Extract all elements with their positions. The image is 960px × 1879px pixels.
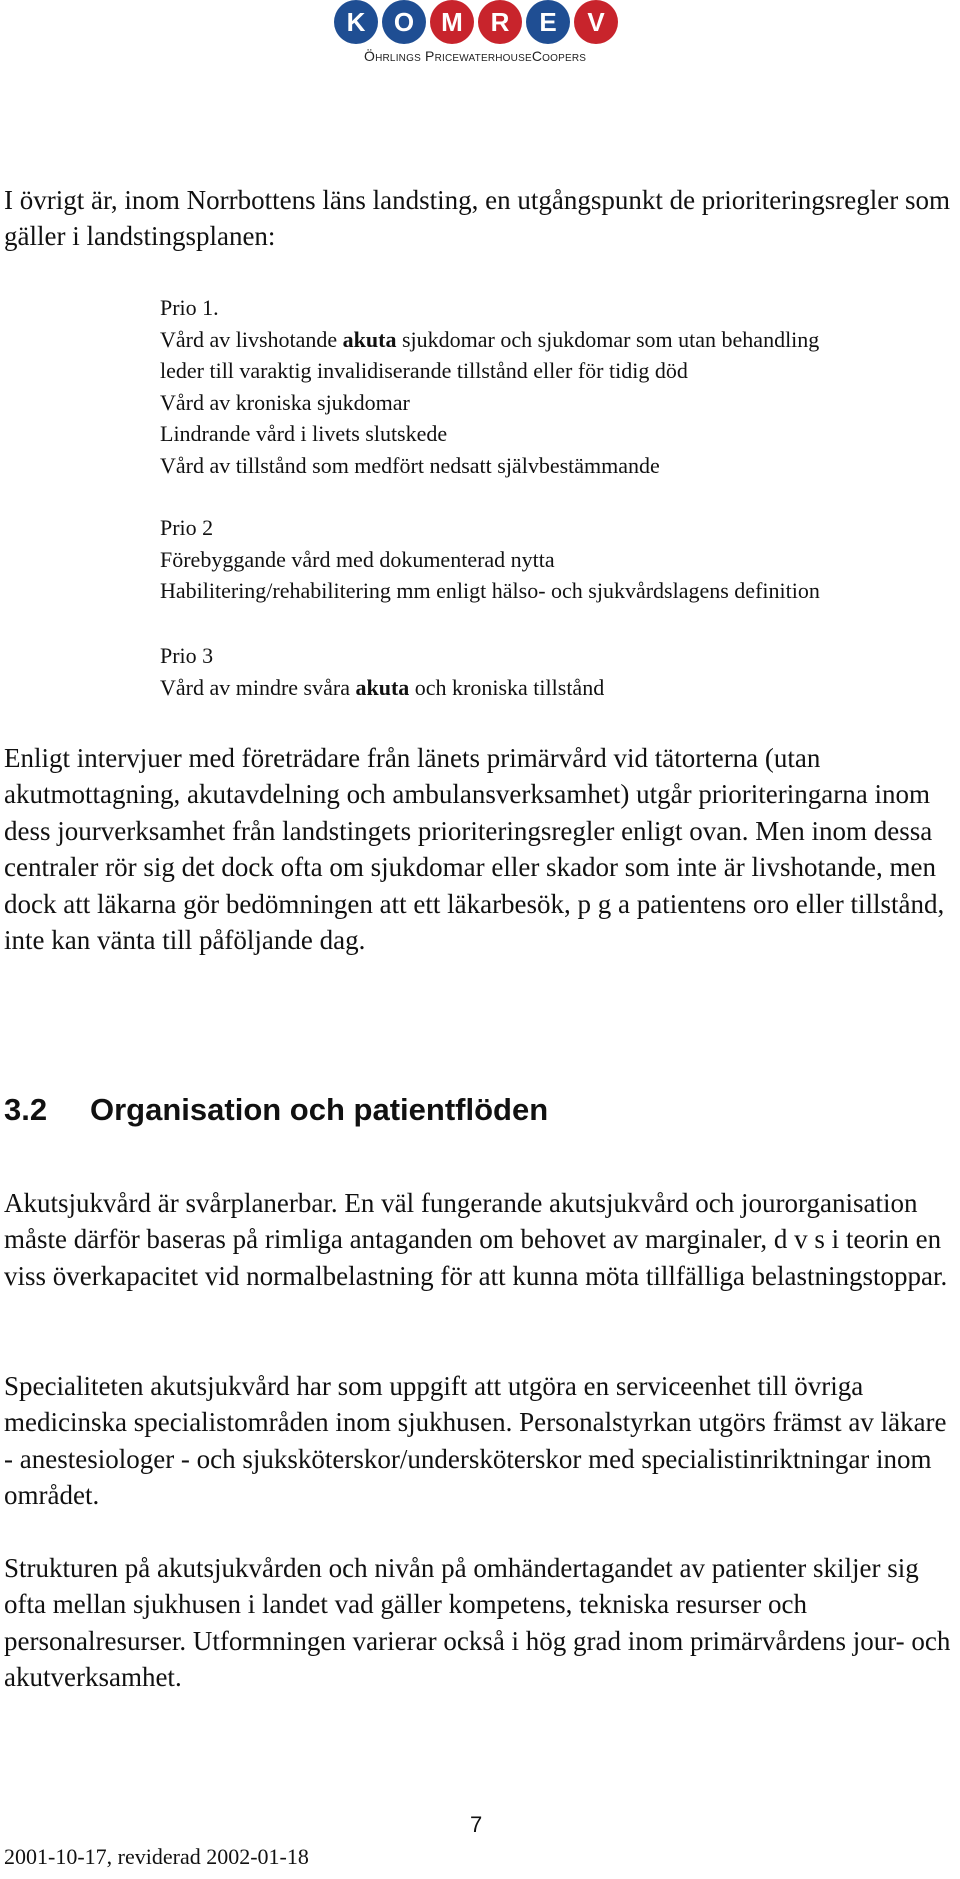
logo-letter-k: K [334, 0, 378, 44]
logo-letters [334, 0, 618, 44]
logo-letter-v: V [574, 0, 618, 44]
prio-3-line-1 [160, 672, 950, 704]
paragraph-akutsjukvard: Akutsjukvård är svårplanerbar. En väl fungerande akutsjukvård och jourorganisation måste därför baseras på rimliga antaganden om behovet av marginaler, d v s i teorin en viss överkapacitet vid normalbelastning för att kunna möta tillfälliga belastningstoppar. [4, 1188, 948, 1291]
logo-subtitle: Öhrlings PricewaterhouseCoopers [364, 48, 587, 64]
prio-1-block [160, 292, 950, 481]
logo-letter-o: O [382, 0, 426, 44]
prio-3-line-1-bold: akuta [355, 674, 410, 700]
prio-2-label: Prio 2 [160, 515, 214, 540]
komrev-logo [334, 0, 624, 74]
prio-1-line-1-bold: akuta [342, 326, 397, 352]
prio-1-label: Prio 1. [160, 295, 219, 320]
logo-letter-r: R [478, 0, 522, 44]
footer-date: 2001-10-17, reviderad 2002-01-18 [4, 1844, 309, 1869]
logo-letter-e: E [526, 0, 570, 44]
prio-3-line-1-post: och kroniska tillstånd [409, 674, 605, 700]
prio-1-line-1-pre: Vård av livshotande [160, 326, 343, 352]
logo-letter-m: M [430, 0, 474, 44]
prio-2-block [160, 512, 950, 607]
prio-2-line-1: Förebyggande vård med dokumenterad nytta [160, 546, 555, 572]
prio-1-line-1-post: sjukdomar och sjukdomar som utan behandling [396, 326, 820, 352]
section-heading [4, 1092, 548, 1128]
page-number: 7 [470, 1812, 483, 1837]
paragraph-primarvard: Enligt intervjuer med företrädare från länets primärvård vid tätorterna (utan akutmottagning, akutavdelning och ambulansverksamhet) utgår prioriteringarna inom dess jourverksamhet från landstingets prioriteringsregler enligt ovan. Men inom dessa centraler rör sig det dock ofta om sjukdomar eller skador som inte är livshotande, men dock att läkarna gör bedömningen att ett läkarbesök, p g a patientens oro eller tillstånd, inte kan vänta till påföljande dag. [4, 743, 945, 956]
paragraph-specialiteten: Specialiteten akutsjukvård har som uppgift att utgöra en serviceenhet till övriga medicinska specialistområden inom sjukhusen. Personalstyrkan utgörs främst av läkare - anestesiologer - och sjuksköterskor/undersköterskor med specialistinriktningar inom området. [4, 1371, 947, 1511]
section-title: Organisation och patientflöden [90, 1092, 549, 1127]
prio-3-block [160, 640, 950, 703]
prio-2-line-2: Habilitering/rehabilitering mm enligt hälso- och sjukvårdslagens definition [160, 578, 820, 603]
prio-3-line-1-pre: Vård av mindre svåra [160, 674, 356, 700]
prio-1-line-2: leder till varaktig invalidiserande tillstånd eller för tidig död [160, 358, 688, 383]
prio-3-label: Prio 3 [160, 643, 214, 668]
prio-1-line-3: Vård av kroniska sjukdomar [160, 389, 410, 415]
intro-paragraph: I övrigt är, inom Norrbottens läns landsting, en utgångspunkt de prioriteringsregler som gäller i landstingsplanen: [4, 185, 950, 251]
section-number: 3.2 [4, 1092, 48, 1127]
prio-1-line-5: Vård av tillstånd som medfört nedsatt självbestämmande [160, 452, 660, 478]
paragraph-strukturen: Strukturen på akutsjukvården och nivån på omhändertagandet av patienter skiljer sig ofta mellan sjukhusen i landet vad gäller kompetens, tekniska resurser och personalresurser. Utformningen varierar också i hög grad inom primärvårdens jour- och akutverksamhet. [4, 1553, 951, 1693]
prio-1-line-4: Lindrande vård i livets slutskede [160, 421, 448, 446]
prio-1-line-1 [160, 324, 950, 356]
